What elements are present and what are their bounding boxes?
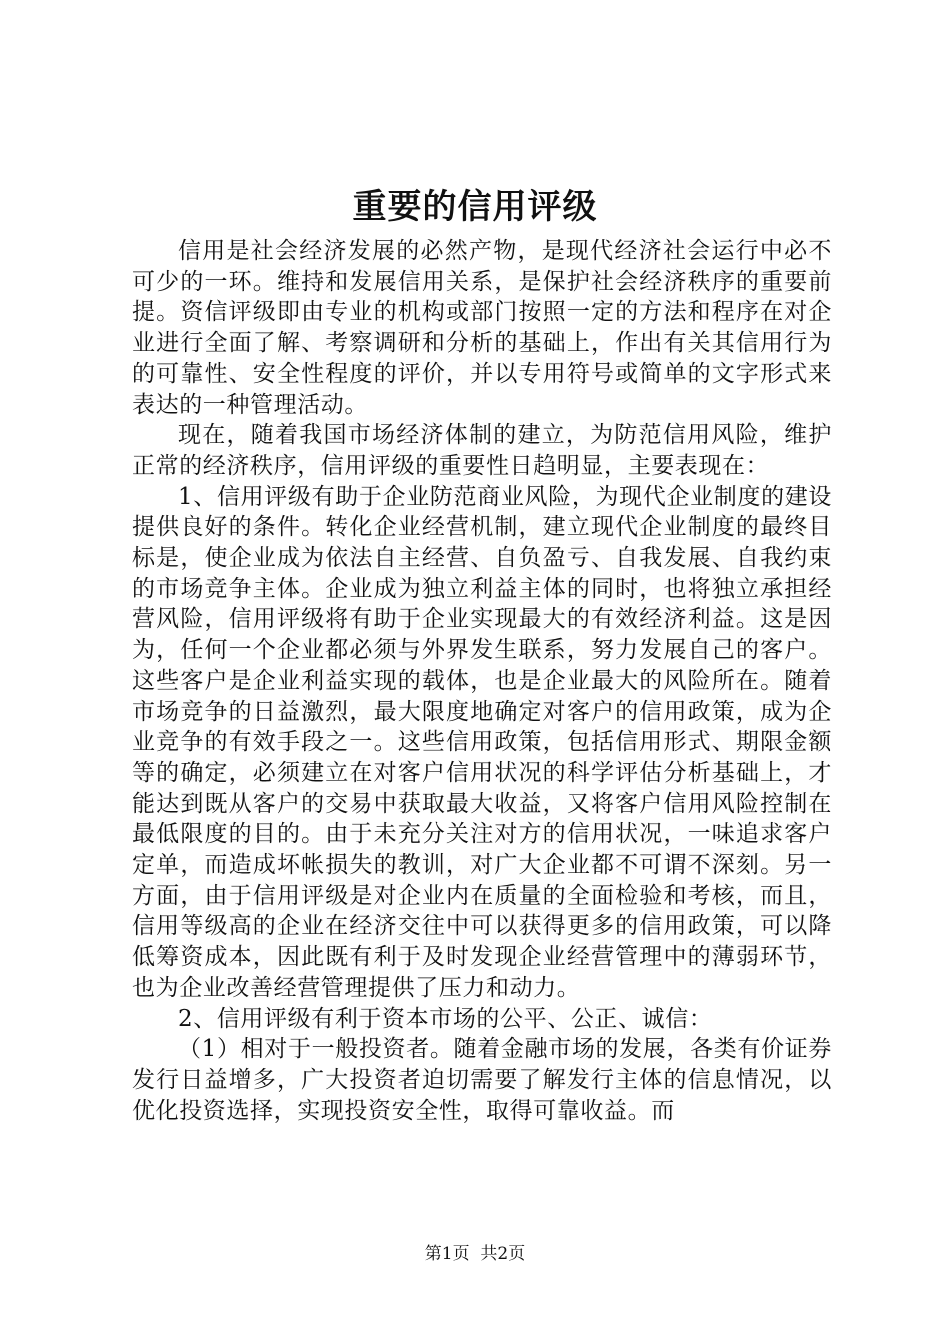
- paragraph-point-2-1: （1）相对于一般投资者。随着金融市场的发展，各类有价证券发行日益增多，广大投资者迫切需要了解发行主体的信息情况，以优化投资选择，实现投资安全性，取得可靠收益。而: [132, 1036, 832, 1124]
- paragraph-point-2: 2、信用评级有利于资本市场的公平、公正、诚信：: [178, 1005, 713, 1032]
- page-footer: [0, 1243, 950, 1265]
- paragraph-point-1: 1、信用评级有助于企业防范商业风险，为现代企业制度的建设提供良好的条件。转化企业经营机制，建立现代企业制度的最终目标是，使企业成为依法自主经营、自负盈亏、自我发展、自我约束的市场竞争主体。企业成为独立利益主体的同时，也将独立承担经营风险，信用评级将有助于企业实现最大的有效经济利益。这是因为，任何一个企业都必须与外界发生联系，努力发展自己的客户。这些客户是企业利益实现的载体，也是企业最大的风险所在。随着市场竞争的日益激烈，最大限度地确定对客户的信用政策，成为企业竞争的有效手段之一。这些信用政策，包括信用形式、期限金额等的确定，必须建立在对客户信用状况的科学评估分析基础上，才能达到既从客户的交易中获取最大收益，又将客户信用风险控制在最低限度的目的。由于未充分关注对方的信用状况，一味追求客户定单，而造成坏帐损失的教训，对广大企业都不可谓不深刻。另一方面，由于信用评级是对企业内在质量的全面检验和考核，而且，信用等级高的企业在经济交往中可以获得更多的信用政策，可以降低筹资成本，因此既有利于及时发现企业经营管理中的薄弱环节，也为企业改善经营管理提供了压力和动力。: [132, 483, 832, 1001]
- document-body: [132, 236, 832, 1126]
- paragraph-importance: 现在，随着我国市场经济体制的建立，为防范信用风险，维护正常的经济秩序，信用评级的重要性日趋明显，主要表现在：: [132, 422, 832, 479]
- paragraph-intro: 信用是社会经济发展的必然产物，是现代经济社会运行中必不可少的一环。维持和发展信用关系，是保护社会经济秩序的重要前提。资信评级即由专业的机构或部门按照一定的方法和程序在对企业进行全面了解、考察调研和分析的基础上，作出有关其信用行为的可靠性、安全性程度的评价，并以专用符号或简单的文字形式来表达的一种管理活动。: [132, 238, 832, 418]
- page-number: 第1页 共2页: [424, 1244, 526, 1264]
- document-title: 重要的信用评级: [352, 187, 598, 227]
